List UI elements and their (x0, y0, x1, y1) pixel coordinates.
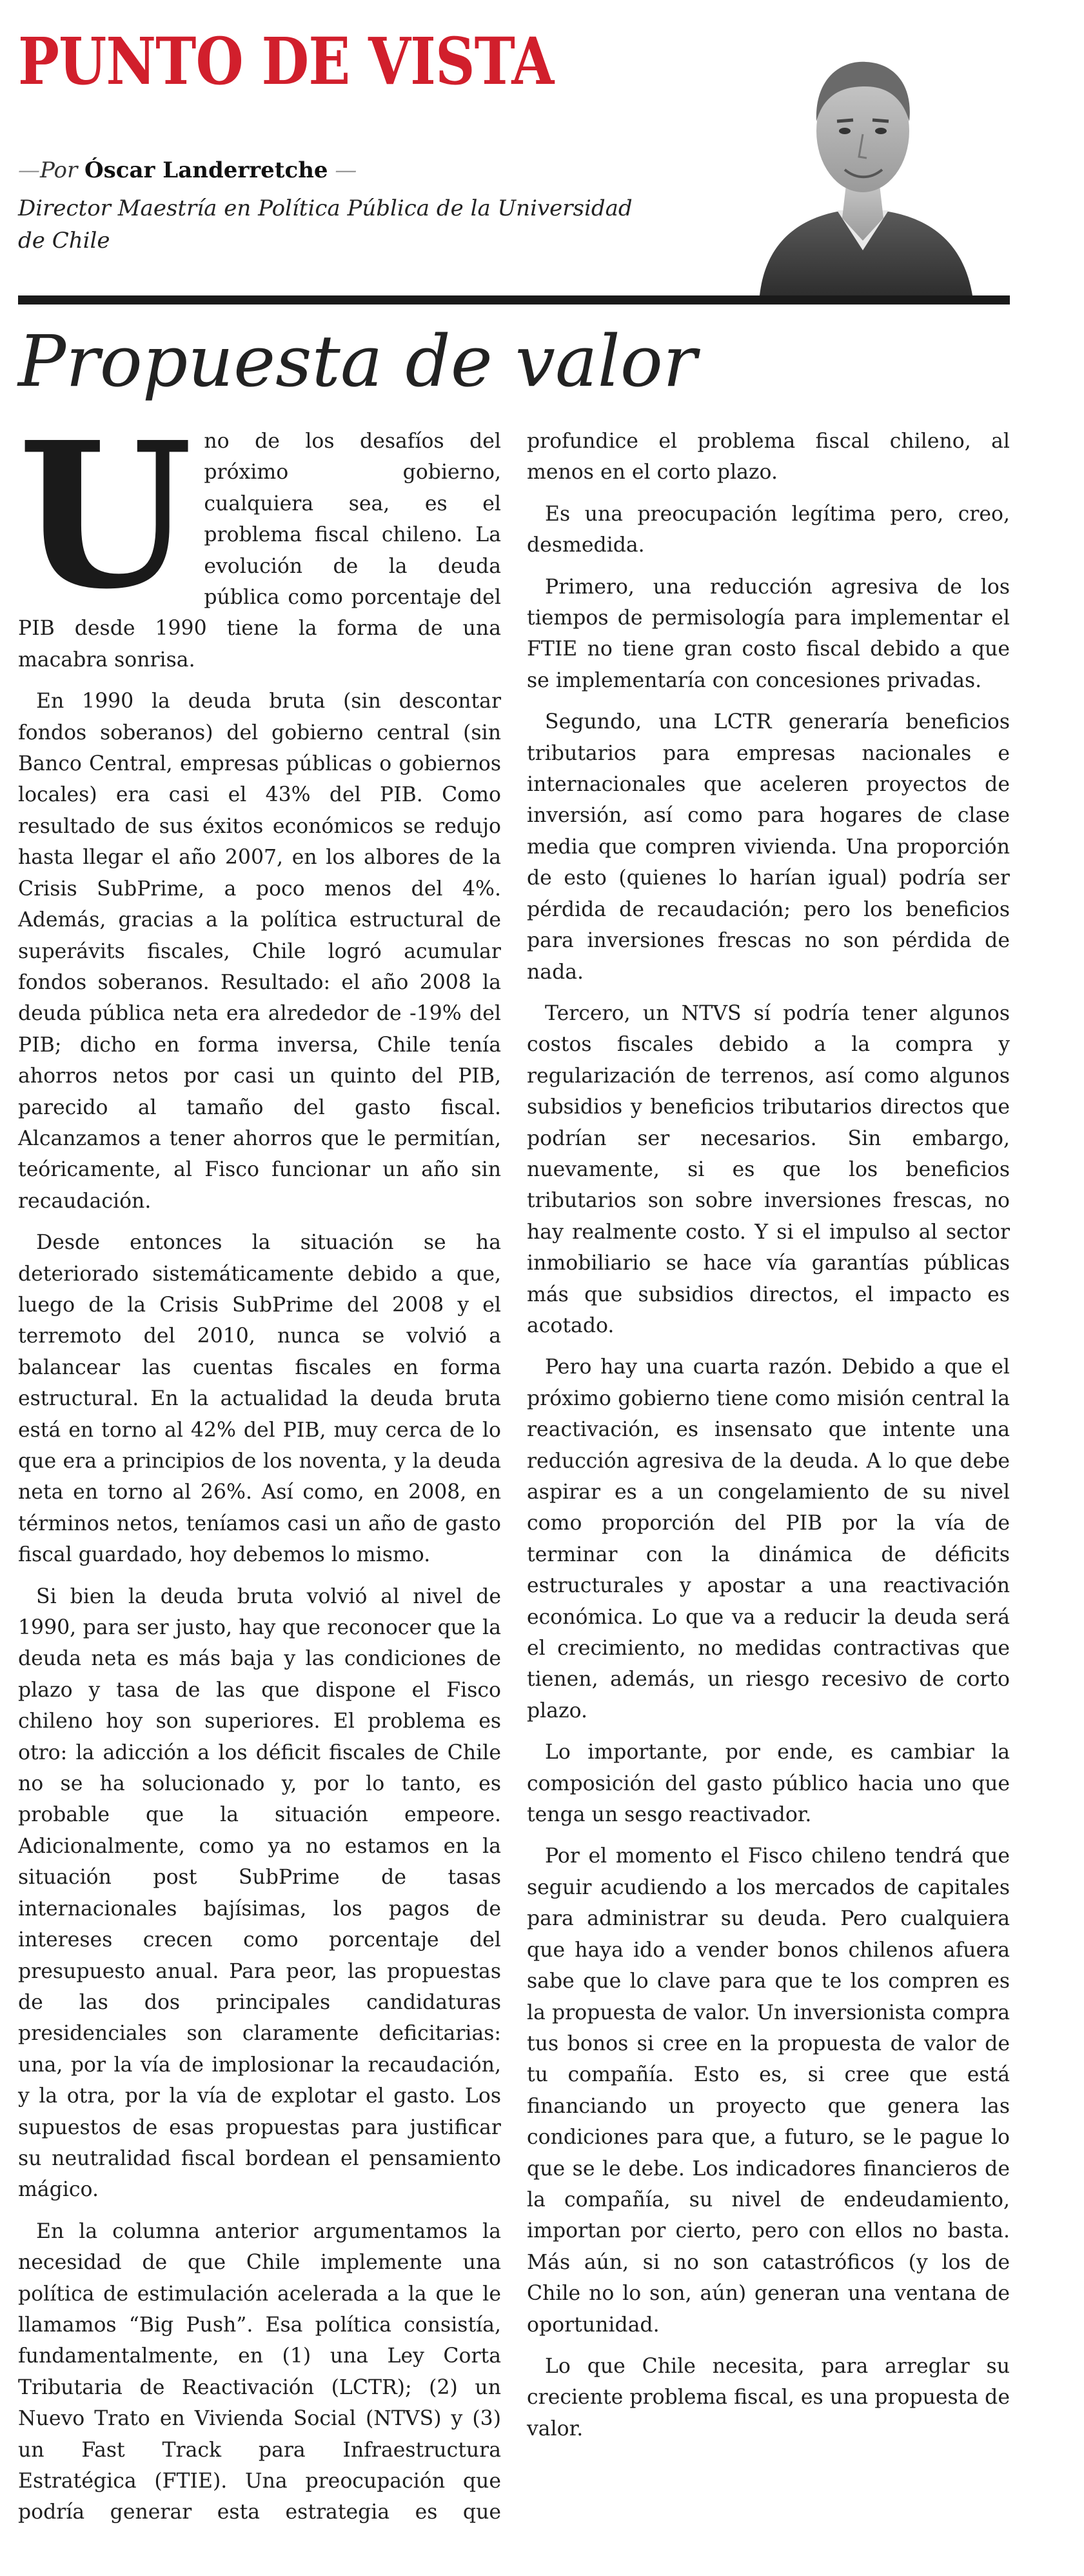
article-paragraph: Lo que Chile necesita, para arreglar su creciente problema fiscal, es una propuesta de valor. (527, 2354, 1010, 2441)
article-paragraph: Uno de los desafíos del próximo gobierno, cualquiera sea, es el problema fiscal chileno. La evolución de la deuda pública como porcentaje del PIB desde 1990 tiene la forma de una macabra sonrisa. (18, 399, 501, 672)
author-role: Director Maestría en Política Pública de la Universidad de Chile (18, 195, 633, 254)
byline-prefix: Por (40, 157, 78, 183)
article-paragraph: Es una preocupación legítima pero, creo, desmedida. (527, 502, 1010, 557)
drop-cap: U (18, 399, 193, 634)
section-title: PUNTO DE VISTA (18, 23, 554, 99)
byline: —Por Óscar Landerretche — (18, 157, 357, 183)
article-paragraph: En 1990 la deuda bruta (sin descontar fondos soberanos) del gobierno central (sin Banco Central, empresas públicas o gobiernos locales) era casi el 43% del PIB. Como resultado de sus éxitos económicos se redujo hasta llegar el año 2007, en los albores de la Crisis SubPrime, a poco menos del 4%. Además, gracias a la política estructural de superávits fiscales, Chile logró acumular fondos soberanos. Resultado: el año 2008 la deuda pública neta era alrededor de -19% del PIB; dicho en forma inversa, Chile tenía ahorros netos por casi un quinto del PIB, parecido al tamaño del gasto fiscal. Alcanzamos a tener ahorros que le permitían, teóricamente, al Fisco funcionar un año sin recaudación. (18, 690, 501, 1213)
article-paragraph: En la columna anterior argumentamos la necesidad de que Chile implemente una política de estimulación acelerada a la que le llamamos “Big Push”. Esa política consistía, fundamentalmente, en (1) una Ley Corta Tributaria de Reactivación (LCTR); (2) un Nuevo Trato en Vivienda Social (NTVS) y (3) un Fast Track para Infraestructura Estratégica (FTIE). Una preocupación que podría generar esta estrategia es que profundice el problema fiscal chileno, al menos en el corto plazo. (18, 430, 1010, 2524)
article-paragraph: Pero hay una cuarta razón. Debido a que el próximo gobierno tiene como misión central la reactivación, es insensato que intente una reducción agresiva de la deuda. A lo que debe aspirar es a un congelamiento de su nivel como proporción del PIB por la vía de terminar con la dinámica de déficits estructurales y apostar a una reactivación económica. Lo que va a reducir la deuda será el crecimiento, no medidas contractivas que tienen, además, un riesgo recesivo de corto plazo. (527, 1355, 1010, 1722)
article-paragraph: Si bien la deuda bruta volvió al nivel de 1990, para ser justo, hay que reconocer que la deuda neta es más baja y las condiciones de plazo y tasa de las que dispone el Fisco chileno hoy son superiores. El problema es otro: la adicción a los déficit fiscales de Chile no se ha solucionado y, por lo tanto, es probable que la situación empeore. Adicionalmente, como ya no estamos en la situación post SubPrime de tasas internacionales bajísimas, los pagos de intereses crecen como porcentaje del presupuesto anual. Para peor, las propuestas de las dos principales candidaturas presidenciales son claramente deficitarias: una, por la vía de implosionar la recaudación, y la otra, por la vía de explotar el gasto. Los supuestos de esas propuestas para justificar su neutralidad fiscal bordean el pensamiento mágico. (18, 1584, 501, 2202)
header-rule (18, 295, 1010, 305)
article-paragraph: Primero, una reducción agresiva de los tiempos de permisología para implementar el FTIE no tiene gran costo fiscal debido a que se implementaría con concesiones privadas. (527, 575, 1010, 692)
author-name: Óscar Landerretche (84, 157, 328, 183)
article-body (18, 399, 1010, 2555)
article-paragraph: Desde entonces la situación se ha deteriorado sistemáticamente debido a que, luego de la Crisis SubPrime del 2008 y el terremoto del 2010, nunca se volvió a balancear las cuentas fiscales en forma estructural. En la actualidad la deuda bruta está en torno al 42% del PIB, muy cerca de lo que era a principios de los noventa, y la deuda neta en torno al 26%. Así como, en 2008, en términos netos, teníamos casi un año de gasto fiscal guardado, hoy debemos lo mismo. (18, 1231, 501, 1567)
article-paragraph: Tercero, un NTVS sí podría tener algunos costos fiscales debido a la compra y regularización de terrenos, así como algunos subsidios y beneficios tributarios directos que podrían ser necesarios. Sin embargo, nuevamente, si es que los beneficios tributarios son sobre inversiones frescas, no hay realmente costo. Y si el impulso al sector inmobiliario se hace vía garantías públicas más que subsidios directos, el impacto es acotado. (527, 1001, 1010, 1337)
article-paragraph: Por el momento el Fisco chileno tendrá que seguir acudiendo a los mercados de capitales para administrar su deuda. Pero cualquiera que haya ido a vender bonos chilenos afuera sabe que lo clave para que te los compren es la propuesta de valor. Un inversionista compra tus bonos si cree en la propuesta de valor de tu compañía. Esto es, si cree que está financiando un proyecto que genera las condiciones para que, a futuro, se le pague lo que se le debe. Los indicadores financieros de la compañía, su nivel de endeudamiento, importan por cierto, pero con ellos no basta. Más aún, si no son catastróficos (y los de Chile no lo son, aún) generan una ventana de oportunidad. (527, 1844, 1010, 2337)
article-paragraph: Segundo, una LCTR generaría beneficios tributarios para empresas nacionales e internacionales que aceleren proyectos de inversión, así como para hogares de clase media que compren vivienda. Una proporción de esto (quienes lo harían igual) podría ser pérdida de recaudación; pero los beneficios para inversiones frescas no son pérdida de nada. (527, 710, 1010, 984)
author-portrait (740, 25, 985, 295)
article-paragraph: Lo importante, por ende, es cambiar la composición del gasto público hacia uno que tenga un sesgo reactivador. (527, 1741, 1010, 1827)
opinion-page (18, 0, 1010, 2576)
article-headline: Propuesta de valor (18, 320, 697, 403)
